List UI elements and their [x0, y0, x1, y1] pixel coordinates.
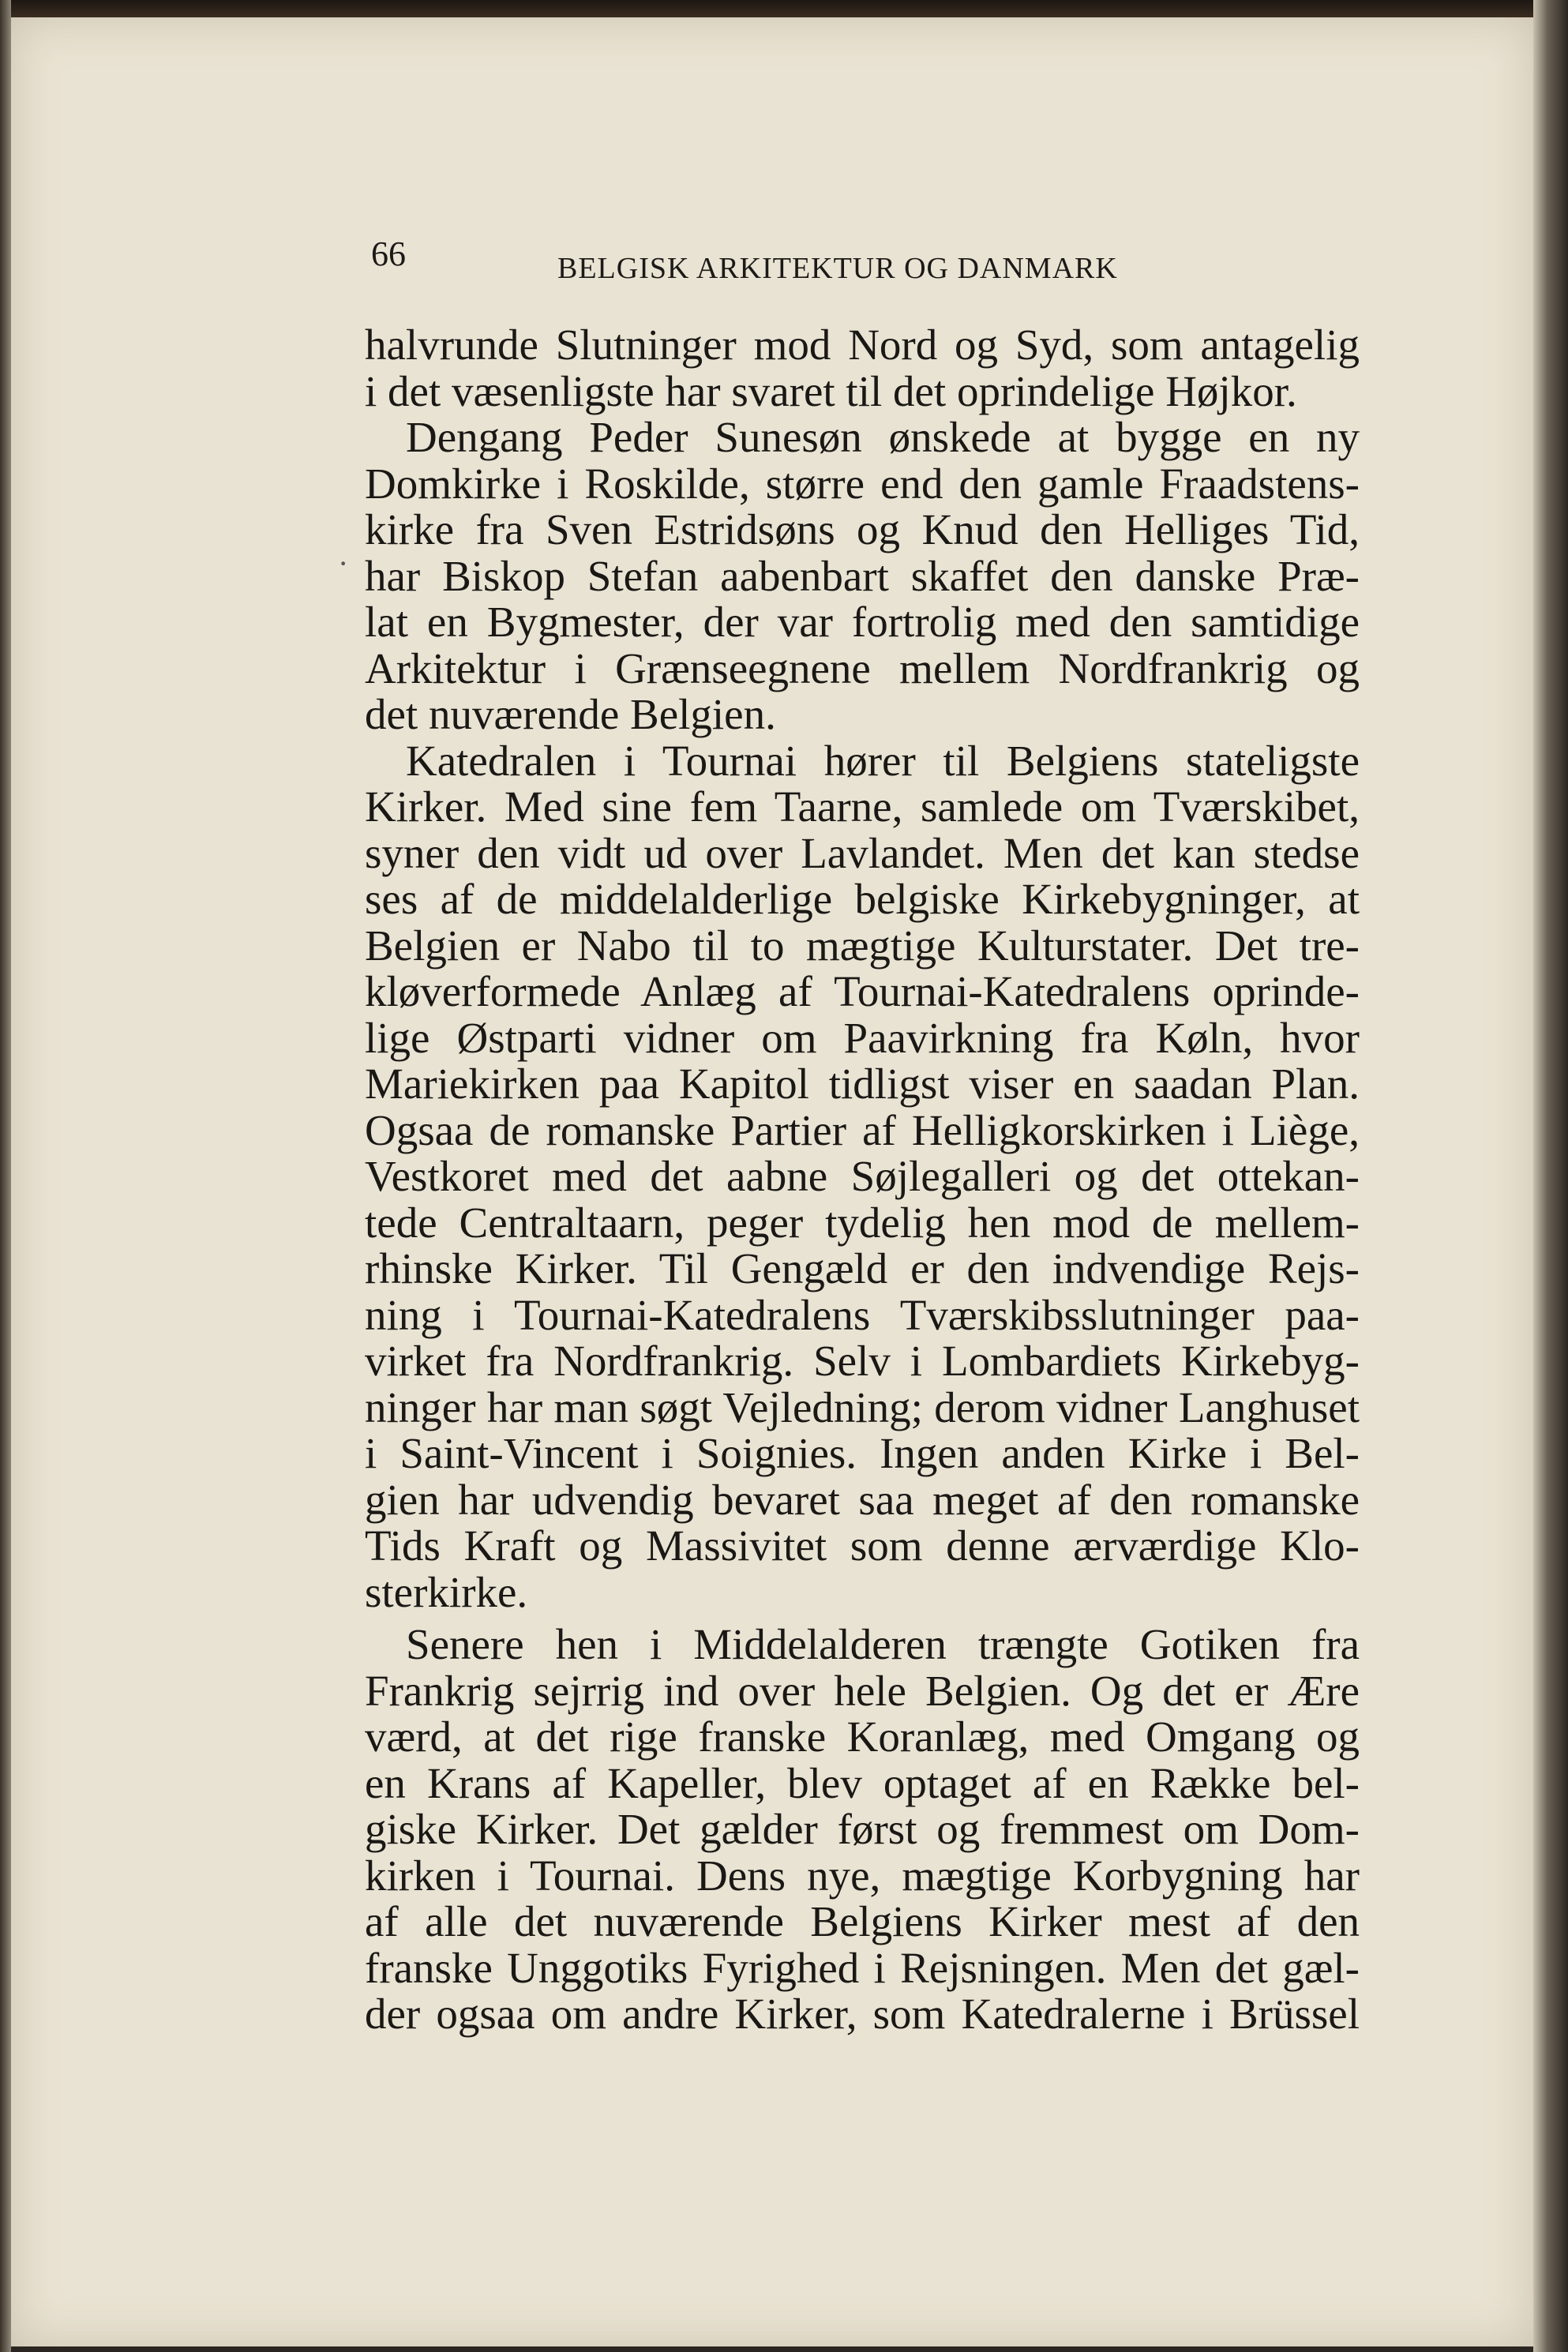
- text-line: kirken i Tournai. Dens nye, mægtige Korbygning har: [365, 1851, 1360, 1900]
- text-line: det nuværende Belgien.: [365, 690, 776, 738]
- text-line: ses af de middelalderlige belgiske Kirkebygninger, at: [365, 875, 1360, 923]
- text-line: kløverformede Anlæg af Tournai-Katedralens oprinde-: [365, 967, 1360, 1015]
- text-line: Belgien er Nabo til to mægtige Kulturstater. Det tre-: [365, 921, 1360, 970]
- text-line: i Saint-Vincent i Soignies. Ingen anden Kirke i Bel-: [365, 1429, 1360, 1477]
- text-line: rhinske Kirker. Til Gengæld er den indvendige Rejs-: [365, 1244, 1360, 1292]
- text-line: Domkirke i Roskilde, større end den gamle Fraadstens-: [365, 459, 1360, 508]
- text-line: Ogsaa de romanske Partier af Helligkorskirken i Liège,: [365, 1105, 1360, 1154]
- text-line: en Krans af Kapeller, blev optaget af en Række bel-: [365, 1758, 1360, 1807]
- book-left-edge: [0, 0, 11, 2352]
- text-line: Vestkoret med det aabne Søjlegalleri og det ottekan-: [365, 1152, 1360, 1200]
- page-number: 66: [371, 234, 406, 273]
- body-text: [365, 322, 1360, 2038]
- text-line: giske Kirker. Det gælder først og fremmest om Dom-: [365, 1805, 1360, 1853]
- text-line: syner den vidt ud over Lavlandet. Men det kan stedse: [365, 828, 1360, 877]
- text-line: lige Østparti vidner om Paavirkning fra Køln, hvor: [365, 1013, 1360, 1062]
- text-line: der ogsaa om andre Kirker, som Katedralerne i Brüssel: [365, 1990, 1360, 2038]
- text-line: gien har udvendig bevaret saa meget af den romanske: [365, 1475, 1360, 1524]
- text-line: lat en Bygmester, der var fortrolig med den samtidige: [365, 598, 1360, 646]
- text-line: værd, at det rige franske Koranlæg, med Omgang og: [365, 1712, 1360, 1761]
- book-right-edge: [1533, 0, 1568, 2352]
- text-line: Tids Kraft og Massivitet som denne ærværdige Klo-: [365, 1521, 1360, 1570]
- text-line: franske Unggotiks Fyrighed i Rejsningen. Men det gæl-: [365, 1943, 1360, 1992]
- margin-dot: ·: [338, 546, 349, 581]
- page-header: [371, 234, 1397, 289]
- book-top-edge: [0, 0, 1568, 17]
- text-line: Kirker. Med sine fem Taarne, samlede om Tværskibet,: [365, 782, 1360, 831]
- running-head: BELGISK ARKITEKTUR OG DANMARK: [557, 252, 1118, 285]
- text-line: virket fra Nordfrankrig. Selv i Lombardiets Kirkebyg-: [365, 1337, 1360, 1385]
- text-line: ning i Tournai-Katedralens Tværskibsslutninger paa-: [365, 1290, 1360, 1339]
- text-line: Arkitektur i Grænseegnene mellem Nordfrankrig og: [365, 643, 1360, 692]
- text-line: sterkirke.: [365, 1567, 528, 1616]
- text-line: har Biskop Stefan aabenbart skaffet den danske Præ-: [365, 551, 1360, 600]
- text-line: i det væsenligste har svaret til det oprindelige Højkor.: [365, 366, 1297, 415]
- text-line: tede Centraltaarn, peger tydelig hen mod de mellem-: [365, 1198, 1360, 1247]
- text-line: Dengang Peder Sunesøn ønskede at bygge en ny: [406, 413, 1360, 461]
- text-line: af alle det nuværende Belgiens Kirker mest af den: [365, 1897, 1360, 1945]
- text-line: kirke fra Sven Estridsøns og Knud den Helliges Tid,: [365, 505, 1360, 553]
- text-line: Katedralen i Tournai hører til Belgiens stateligste: [406, 736, 1360, 785]
- text-line: Senere hen i Middelalderen trængte Gotiken fra: [406, 1620, 1360, 1668]
- text-line: Mariekirken paa Kapitol tidligst viser en saadan Plan.: [365, 1060, 1360, 1108]
- text-line: ninger har man søgt Vejledning; derom vidner Langhuset: [365, 1382, 1360, 1431]
- text-line: Frankrig sejrrig ind over hele Belgien. Og det er Ære: [365, 1666, 1360, 1715]
- text-line: halvrunde Slutninger mod Nord og Syd, som antagelig: [365, 321, 1360, 369]
